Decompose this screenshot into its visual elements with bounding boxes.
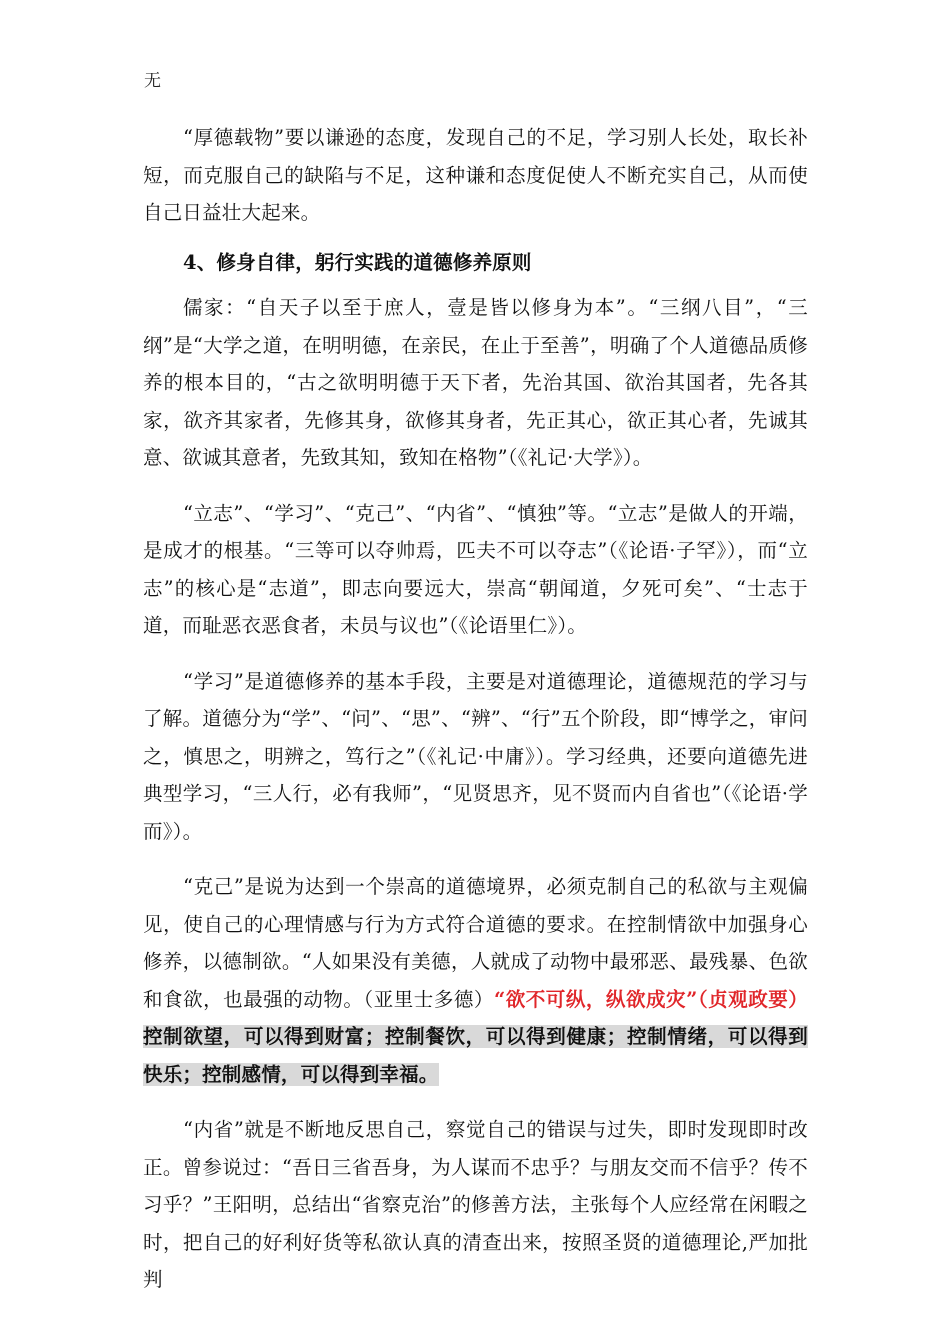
paragraph-lizhi: “立志”、“学习”、“克己”、“内省”、“慎独”等。“立志”是做人的开端，是成才的根基。“三等可以夺帅焉，匹夫不可以夺志”（《论语·子罕》），而“立志”的核心是“志道”，即志向要远大，崇高“朝闻道，夕死可矣”、“士志于道，而耻恶衣恶食者，未员与议也”（《论语里仁》）。 [143,501,808,637]
section-heading: 4、修身自律，躬行实践的道德修养原则 [182,250,532,274]
paragraph-houde: “厚德载物”要以谦逊的态度，发现自己的不足，学习别人长处，取长补短，而克服自己的缺陷与不足，这种谦和态度促使人不断充实自己，从而使自己日益壮大起来。 [143,126,808,224]
keji-red-quote: “欲不可纵，纵欲成灾”（贞观政要） [493,987,808,1011]
page-header: 无 [144,71,161,91]
paragraph-rujia: 儒家：“自天子以至于庶人，壹是皆以修身为本”。“三纲八目”，“三纲”是“大学之道，在明明德，在亲民，在止于至善”，明确了个人道德品质修养的根本目的，“古之欲明明德于天下者，先治其国、欲治其国者，先各其家，欲齐其家者，先修其身，欲修其身者，先正其心，欲正其心者，先诚其意、欲诚其意者，先致其知，致知在格物”（《礼记·大学》）。 [143,296,808,469]
paragraph-keji [143,868,808,1093]
keji-main-text: “克己”是说为达到一个崇高的道德境界，必须克制自己的私欲与主观偏见，使自己的心理情感与行为方式符合道德的要求。在控制情欲中加强身心修养，以德制欲。“人如果没有美德，人就成了动物中最邪恶、最残暴、色欲和食欲，也最强的动物。（亚里士多德） [143,875,808,1011]
document-body [143,119,808,1299]
keji-highlighted-text: 控制欲望，可以得到财富；控制餐饮，可以得到健康；控制情绪，可以得到快乐；控制感情，可以得到幸福。 [143,1025,808,1086]
paragraph-xuexi: “学习”是道德修养的基本手段，主要是对道德理论，道德规范的学习与了解。道德分为“学”、“问”、“思”、“辨”、“行”五个阶段，即“博学之，审问之，慎思之，明辨之，笃行之”（《礼记·中庸》）。学习经典，还要向道德先进典型学习，“三人行，必有我师”，“见贤思齐，见不贤而内自省也”（《论语·学而》）。 [143,669,808,843]
paragraph-neixing: “内省”就是不断地反思自己，察觉自己的错误与过失，即时发现即时改正。曾参说过：“吾日三省吾身，为人谋而不忠乎？与朋友交而不信乎？传不习乎？”王阳明，总结出“省察克治”的修善方法，主张每个人应经常在闲暇之时，把自己的好利好货等私欲认真的清查出来，按照圣贤的道德理论,严加批判 [143,1118,808,1291]
